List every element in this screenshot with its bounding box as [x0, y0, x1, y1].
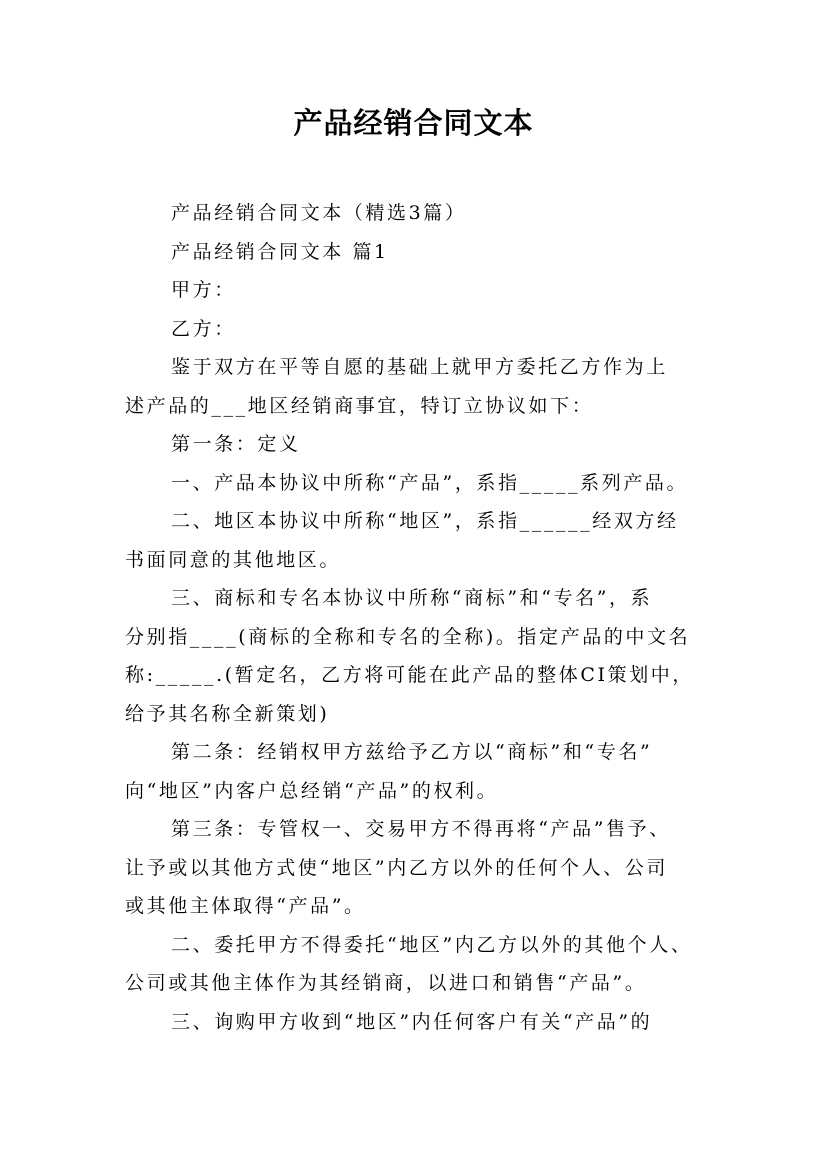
body-line: 述产品的___地区经销商事宜，特订立协议如下： [125, 394, 594, 417]
body-line: 书面同意的其他地区。 [125, 548, 342, 571]
body-line: 公司或其他主体作为其经销商，以进口和销售“产品”。 [125, 972, 647, 994]
body-line: 甲方： [171, 279, 236, 301]
body-line: 给予其名称全新策划) [125, 702, 330, 725]
body-line: 鉴于双方在平等自愿的基础上就甲方委托乙方作为上 [171, 356, 668, 378]
body-line: 一、产品本协议中所称“产品”，系指_____系列产品。 [171, 471, 689, 494]
body-line: 乙方： [171, 317, 236, 340]
body-line: 第二条：经销权甲方兹给予乙方以“商标”和“专名” [171, 741, 653, 763]
body-line: 向“地区”内客户总经销“产品”的权利。 [125, 779, 499, 802]
body-line: 产品经销合同文本 篇1 [171, 240, 389, 263]
body-line: 或其他主体取得“产品”。 [125, 895, 366, 917]
body-line: 产品经销合同文本（精选3篇） [171, 202, 467, 224]
body-line: 第三条：专管权一、交易甲方不得再将“产品”售予、 [171, 818, 671, 840]
body-line: 称:_____.(暂定名，乙方将可能在此产品的整体CI策划中， [125, 664, 694, 686]
body-line: 让予或以其他方式使“地区”内乙方以外的任何个人、公司 [125, 856, 669, 879]
document-title: 产品经销合同文本 [293, 106, 534, 140]
body-line: 三、询购甲方收到“地区”内任何客户有关“产品”的 [171, 1010, 653, 1033]
body-line: 第一条：定义 [171, 433, 301, 455]
body-line: 二、委托甲方不得委托“地区”内乙方以外的其他个人、 [171, 933, 693, 956]
body-line: 三、商标和专名本协议中所称“商标”和“专名”，系 [171, 587, 653, 609]
body-line: 二、地区本协议中所称“地区”，系指______经双方经 [171, 510, 679, 532]
body-line: 分别指____(商标的全称和专名的全称)。指定产品的中文名 [125, 625, 691, 648]
document-body [125, 194, 715, 1041]
